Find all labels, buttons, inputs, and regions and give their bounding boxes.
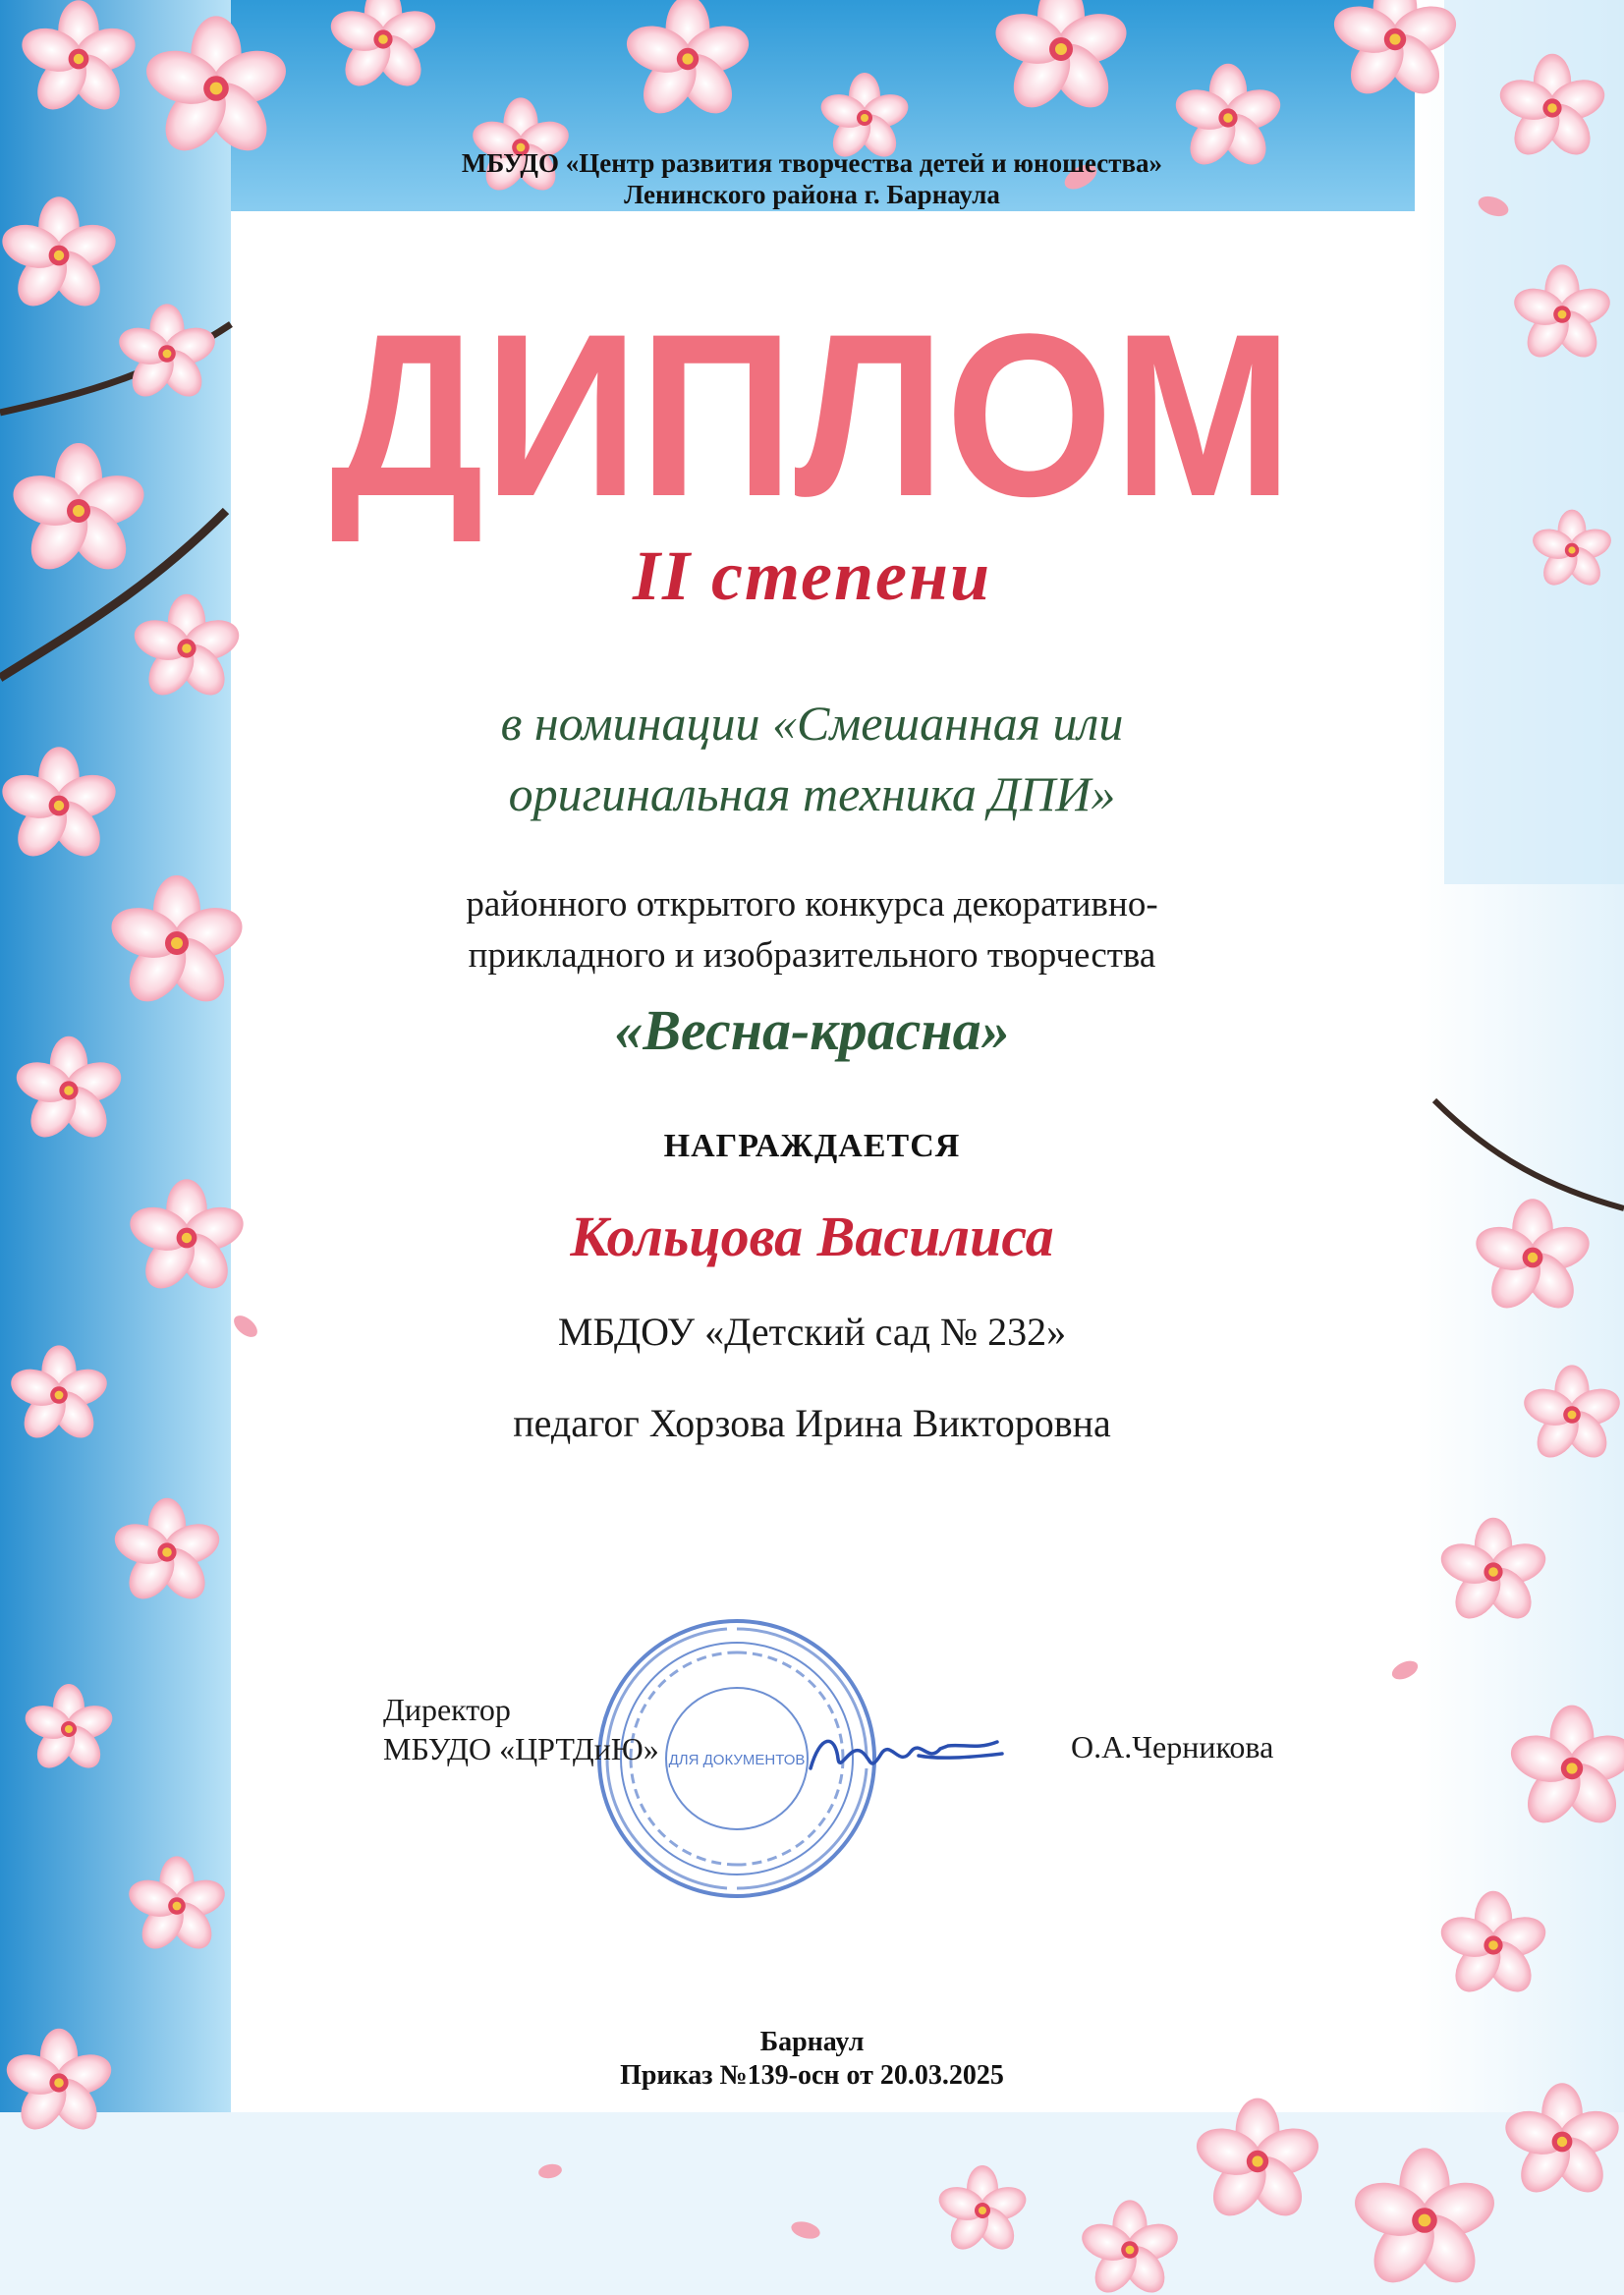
organizer-district: Ленинского района г. Барнаула (624, 180, 1000, 209)
nomination-line-1: в номинации «Смешанная или (500, 696, 1124, 751)
footer-city: Барнаул (759, 2027, 865, 2057)
organizer-header (0, 147, 1624, 210)
director-position (383, 1690, 659, 1768)
diploma-title-text: ДИПЛОМ (330, 286, 1293, 545)
director-organization: МБУДО «ЦРТДиЮ» (383, 1731, 659, 1766)
nomination-text (0, 688, 1624, 829)
institution-name: МБДОУ «Детский сад № 232» (557, 1310, 1067, 1354)
organizer-name: МБУДО «Центр развития творчества детей и юношества» (461, 148, 1163, 178)
contest-line-1: районного открытого конкурса декоративно- (466, 884, 1158, 924)
teacher-name: педагог Хорзова Ирина Викторовна (513, 1401, 1111, 1445)
contest-line-2: прикладного и изобразительного творчества (468, 935, 1156, 976)
footer-order: Приказ №139-осн от 20.03.2025 (620, 2060, 1004, 2091)
awarded-label: НАГРАЖДАЕТСЯ (663, 1128, 961, 1164)
stamp-inner-text: ДЛЯ ДОКУМЕНТОВ (668, 1752, 806, 1768)
degree-label: II степени (632, 536, 992, 615)
diploma-title-svg (0, 267, 1624, 562)
diploma-title (0, 267, 1624, 562)
nomination-line-2: оригинальная техника ДПИ» (508, 766, 1116, 821)
contest-name: «Весна-красна» (614, 998, 1010, 1062)
director-name: О.А.Черникова (1071, 1729, 1274, 1764)
director-signature (801, 1714, 1007, 1793)
footer (0, 2026, 1624, 2093)
recipient-name: Кольцова Василиса (570, 1204, 1054, 1268)
contest-description (0, 879, 1624, 981)
director-title: Директор (383, 1692, 511, 1727)
